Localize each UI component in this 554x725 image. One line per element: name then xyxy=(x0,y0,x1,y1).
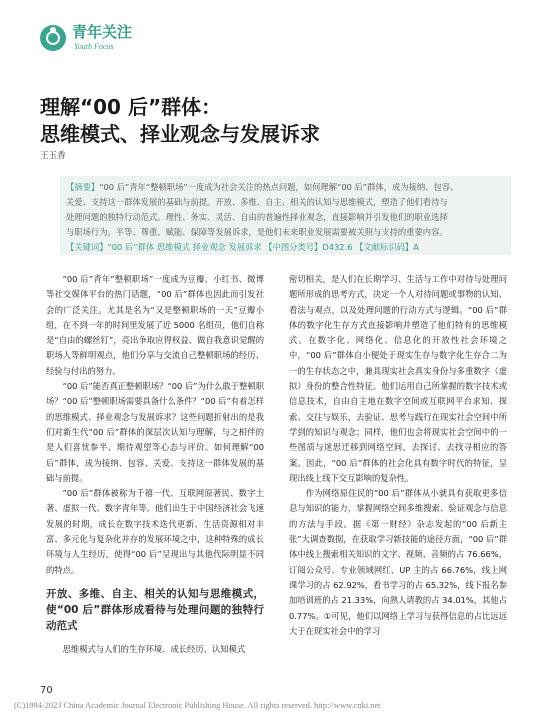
author-name: 王玉香 xyxy=(40,151,66,161)
section-subtitle: Youth Focus xyxy=(74,42,114,51)
abstract-line: 关爱、支持这一群体发展的基础与前提。开放、多维、自主、相关的认知与思维模式，塑造了他们看待与 xyxy=(66,197,448,207)
page-number: 70 xyxy=(40,685,53,696)
body-paragraph: 思维模式与人们的生存环境、成长经历、认知模式 xyxy=(62,643,246,654)
section-subheading: 开放、多维、自主、相关的认知与思维模式，使“00 后”群体形成看待与处理问题的独特行动范式 xyxy=(46,587,264,632)
abstract-label: 【摘要】 xyxy=(66,182,100,192)
right-column xyxy=(289,272,507,639)
left-column xyxy=(46,272,264,657)
abstract-line: 【摘要】“00 后”青年“整顿职场”一度成为社会关注的热点问题，如何理解“00 后”群体，成为接纳、包容、 xyxy=(66,182,459,192)
body-paragraph: “00 后”能否真正整顿职场？“00 后”为什么敢于整顿职场？“00 后”整顿职场需要具备什么条件？“00 后”有着怎样的思维模式、择业观念与发展诉求？这些问题折射出的是我们对新生代“00 后”群体的深层次认知与理解，与之相伴的是人们喜忧参半、期待观望等心态与评价。如何理解“00 后”群体，成为接纳、包容、关爱、支持这一群体发展的基础与前提。 xyxy=(46,381,264,483)
section-title: 青年关注 xyxy=(72,23,133,41)
abstract-line: 处理问题的独特行动范式。理性、务实、灵活、自由的普遍性择业观念，直接影响并引发他们的职业选择 xyxy=(66,212,448,222)
body-paragraph: “00 后”青年“整顿职场”一度成为豆瓣、小红书、微博等社交媒体平台的热门话题，“00 后”群体也因此而引发社会的广泛关注。尤其是名为“又是整顿职场的一天”豆瓣小组，在不到一年的时间里发展了近 5000 名组员，他们自称是“自由的螺丝钉”，亮出争取应得权益、做自我意识觉醒的职场人等鲜明观点，他们分享与交流自己整顿职场的经历、经验与付出的努力。 xyxy=(46,274,264,376)
copyright-notice: (C)1994-2023 China Academic Journal Electronic Publishing House. All rights reserved. http://www.cnki.net xyxy=(14,701,381,710)
body-paragraph: 作为网络原住民的“00 后”群体从小就具有获取更多信息与知识的能力，掌握网络空间多维搜索、验证观念与信息的方法与手段。据《第一财经》杂志发起的“00 后新主张”大调查数据，在获取学习新技能的途径方面，“00 后”群体中线上搜索相关知识的文字、视频、音频的占 76.66%，订阅公众号、专业领域网红、UP 主的占 66.76%，线上网课学习的占 62.92%，看书学习的占 65.32%，线下报名参加培训班的占 21.33%，向熟人请教的占 34.01%，其他占 0.77%。①可见，他们以网络上学习与获得信息的占比远远大于在现实社会中的学习 xyxy=(289,488,507,636)
article-title-line-2: 思维模式、择业观念与发展诉求 xyxy=(40,122,320,146)
keywords-line: 【关键词】“00 后”群体 思维模式 择业观念 发展诉求 【中图分类号】D432.6 【文献标识码】A xyxy=(66,242,419,252)
section-logo-icon xyxy=(40,25,66,51)
abstract-box xyxy=(60,176,511,255)
abstract-line: 与职场行为。平等、尊重、赋能、保障等发展诉求，是他们未来职业发展需要被关照与支持的重要内容。 xyxy=(66,227,448,237)
article-title-line-1: 理解“00 后”群体： xyxy=(40,95,222,119)
body-paragraph: “00 后”群体被称为千禧一代、互联网原著民、数字土著、虚拟一代、数字青年等。他们出生于中国经济社会飞速发展的时期，成长在数字技术迭代更新、生活资源相对丰富、多元化与复杂化并存的发展环境之中，这种特殊的成长环境与人生经历，使得“00 后”呈现出与其他代际明显不同的特点。 xyxy=(46,488,264,575)
body-paragraph: 密切相关，是人们在长期学习、生活与工作中对待与处理问题所形成的思考方式，决定一个人对待问题或事物的认知、看法与观点，以及处理问题的行动方式与逻辑。“00 后”群体的数字化生存方式直接影响并塑造了他们特有的思维模式。在数字化、网络化、信息化的开放性社会环境之中，“00 后”群体自小便处于现实生存与数字化生存合二为一的生存状态之中，兼具现实社会真实身份与多重数字（虚拟）身份的整合性特征。他们运用自己所掌握的数字技术或信息技术，自由自主地在数字空间或互联网平台求知、探索、交往与娱乐，去验证、思考与践行在现实社会空间中所学到的知识与观念；同样，他们也会将现实社会空间中的一些图质与迷思迁移到网络空间，去探讨、去找寻相应的答案。因此，“00 后”群体的社会化具有数字时代的特征，呈现出线上线下交互影响的复杂性。 xyxy=(289,274,507,483)
